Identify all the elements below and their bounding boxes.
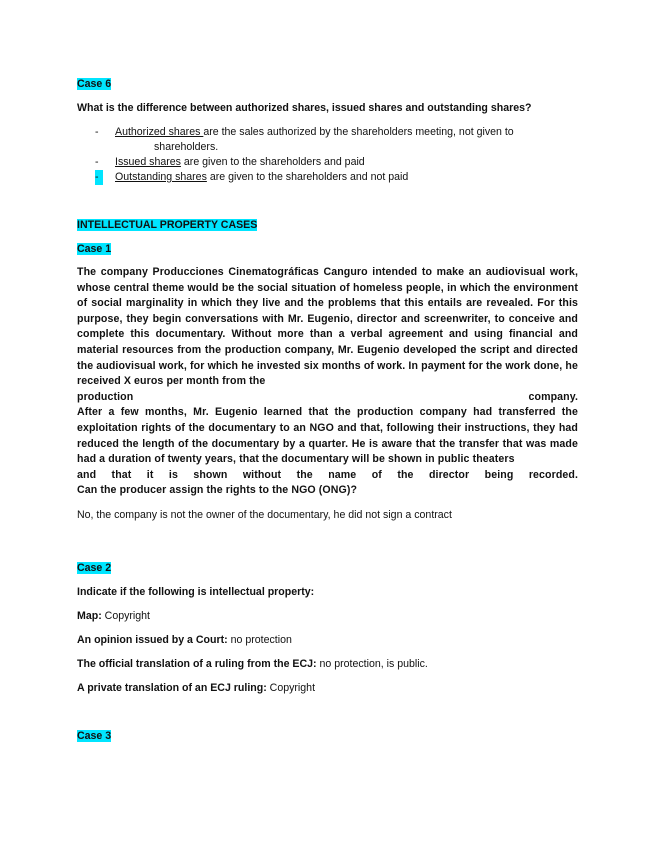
case2-item: A private translation of an ECJ ruling: Copyright [77,681,316,694]
case1-answer: No, the company is not the owner of the documentary, he did not sign a contract [77,508,452,521]
case1-paragraph1: The company Producciones Cinematográficas Canguro intended to make an audiovisual work, whose central theme would be the social situation of homeless people, in which the environment of social marginality in which they live and the problems that this entails are revealed. For this purpose, they begin conversations with Mr. Eugenio, director and screenwriter, to conceive and complete this documentary. Without more than a verbal agreement and using financial and material resources from the production company, Mr. Eugenio developed the script and directed the audiovisual work, for which he invested six months of work. In payment for the work done, he received X euros per month from the [77,266,578,388]
case2-item: An opinion issued by a Court: no protection [77,633,292,646]
case2-question: Indicate if the following is intellectual property: [77,585,315,598]
case1-paragraph2: After a few months, Mr. Eugenio learned that the production company had transferred the exploitation rights of the documentary to an NGO and that, following their instructions, they had reduced the length of the documentary by a quarter. He is aware that the transfer that was made had a duration of twenty years, that the documentary will be shown in public theaters [77,406,578,466]
case1-heading: Case 1 [77,243,112,255]
section-heading: INTELLECTUAL PROPERTY CASES [77,219,258,231]
list-item: - Issued shares are given to the shareholders and paid [95,156,365,168]
list-item: - Outstanding shares are given to the shareholders and not paid [95,171,409,183]
case6-heading: Case 6 [77,78,112,90]
document-page [77,77,578,743]
case1-question: Can the producer assign the rights to the NGO (ONG)? [77,484,358,497]
case2-item: The official translation of a ruling from the ECJ: no protection, is public. [77,657,428,670]
case2-item: Map: Copyright [77,609,151,622]
list-item: - Authorized shares are the sales authorized by the shareholders meeting, not given to shareholders. [95,126,514,153]
case1-paragraph1-last: production company. [77,390,578,403]
case2-heading: Case 2 [77,561,112,574]
case3-heading: Case 3 [77,729,112,742]
case6-question: What is the difference between authorized shares, issued shares and outstanding shares? [77,102,532,114]
case1-body [77,265,578,499]
case6-list [77,125,578,185]
case1-paragraph2-last: and that it is shown without the name of the director being recorded. [77,468,578,481]
